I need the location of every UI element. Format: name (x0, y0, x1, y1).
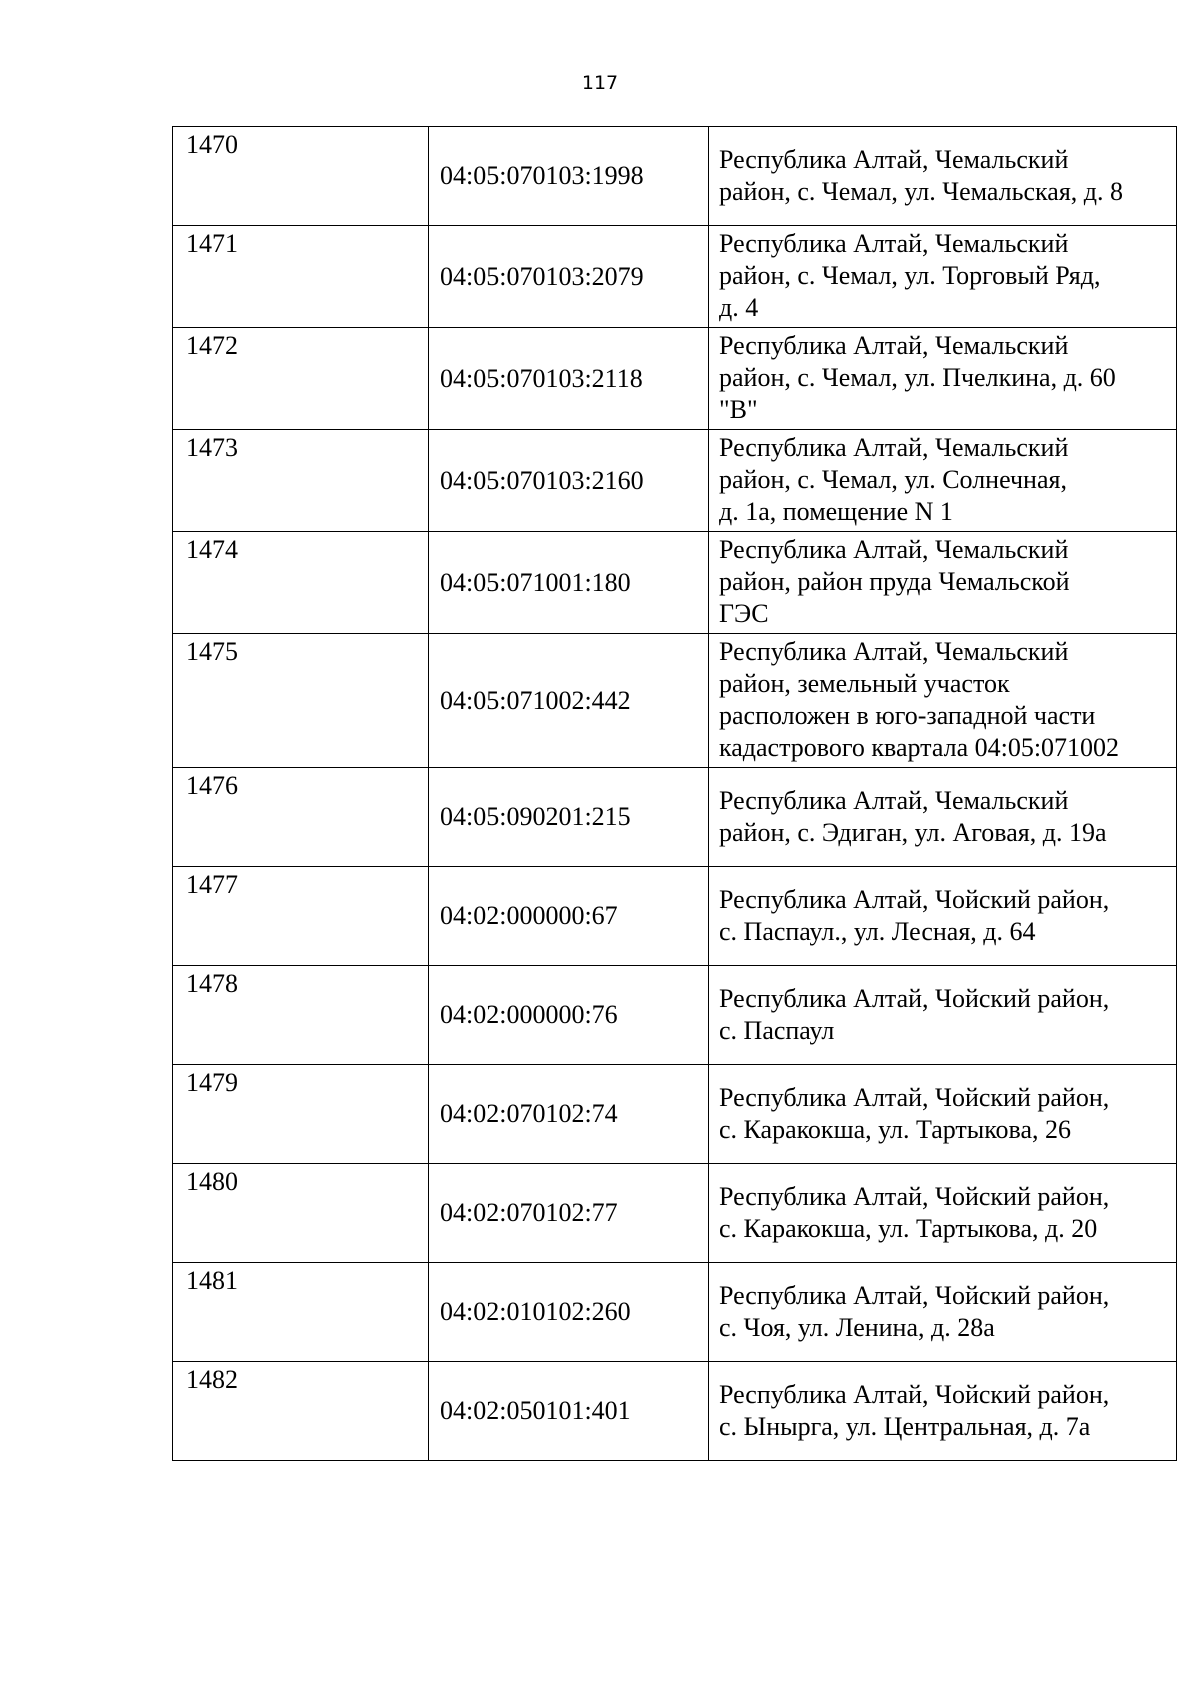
cadastral-number-cell: 04:02:070102:77 (429, 1164, 709, 1263)
address-line: Республика Алтай, Чойский район, (719, 1082, 1110, 1112)
row-number-cell: 1471 (173, 226, 429, 328)
table-row (173, 1164, 1177, 1263)
row-number-cell: 1478 (173, 966, 429, 1065)
cadastral-number-cell: 04:02:000000:67 (429, 867, 709, 966)
row-number-cell: 1476 (173, 768, 429, 867)
table-row (173, 768, 1177, 867)
address-cell (709, 1263, 1177, 1362)
cadastral-number-cell: 04:02:070102:74 (429, 1065, 709, 1164)
address-line: Республика Алтай, Чемальский (719, 331, 1069, 360)
table-row (173, 127, 1177, 226)
address-line: Республика Алтай, Чемальский (719, 785, 1069, 815)
address-cell (709, 328, 1177, 430)
address-line: Республика Алтай, Чойский район, (719, 983, 1110, 1013)
table-row (173, 1362, 1177, 1461)
address-line: д. 4 (719, 293, 759, 322)
cadastral-number-cell: 04:05:070103:1998 (429, 127, 709, 226)
address-cell (709, 1164, 1177, 1263)
cadastral-number-cell: 04:05:090201:215 (429, 768, 709, 867)
address-cell (709, 966, 1177, 1065)
address-line: Республика Алтай, Чемальский (719, 535, 1069, 564)
row-number-cell: 1475 (173, 634, 429, 768)
row-number-cell: 1482 (173, 1362, 429, 1461)
address-cell (709, 867, 1177, 966)
address-line: ГЭС (719, 599, 769, 628)
address-line: район, район пруда Чемальской (719, 567, 1070, 596)
table-row (173, 1065, 1177, 1164)
address-line: район, земельный участок (719, 669, 1010, 698)
cadastral-number-cell: 04:05:071001:180 (429, 532, 709, 634)
address-cell (709, 1065, 1177, 1164)
table-row (173, 532, 1177, 634)
cadastral-number-cell: 04:05:070103:2118 (429, 328, 709, 430)
address-line: Республика Алтай, Чемальский (719, 144, 1069, 174)
page-number: 117 (581, 72, 619, 94)
address-line: с. Чоя, ул. Ленина, д. 28а (719, 1312, 995, 1342)
address-line: расположен в юго-западной части (719, 701, 1096, 730)
row-number-cell: 1481 (173, 1263, 429, 1362)
address-line: с. Паспаул., ул. Лесная, д. 64 (719, 916, 1036, 946)
address-line: Республика Алтай, Чойский район, (719, 1280, 1110, 1310)
address-cell (709, 1362, 1177, 1461)
address-line: Республика Алтай, Чемальский (719, 229, 1069, 258)
row-number-cell: 1480 (173, 1164, 429, 1263)
cadastral-number-cell: 04:05:070103:2079 (429, 226, 709, 328)
address-line: с. Каракокша, ул. Тартыкова, д. 20 (719, 1213, 1098, 1243)
address-line: кадастрового квартала 04:05:071002 (719, 733, 1120, 762)
address-cell (709, 226, 1177, 328)
row-number-cell: 1477 (173, 867, 429, 966)
row-number-cell: 1472 (173, 328, 429, 430)
registry-table (172, 126, 1177, 1461)
address-line: Республика Алтай, Чойский район, (719, 1379, 1110, 1409)
row-number-cell: 1470 (173, 127, 429, 226)
address-line: район, с. Чемал, ул. Чемальская, д. 8 (719, 176, 1124, 206)
address-line: Республика Алтай, Чемальский (719, 637, 1069, 666)
address-line: Республика Алтай, Чемальский (719, 433, 1069, 462)
row-number-cell: 1473 (173, 430, 429, 532)
cadastral-number-cell: 04:02:000000:76 (429, 966, 709, 1065)
address-line: "В" (719, 395, 758, 424)
table-row (173, 634, 1177, 768)
table-row (173, 328, 1177, 430)
address-cell (709, 768, 1177, 867)
row-number-cell: 1474 (173, 532, 429, 634)
address-line: д. 1а, помещение N 1 (719, 497, 953, 526)
table-row (173, 867, 1177, 966)
address-line: Республика Алтай, Чойский район, (719, 884, 1110, 914)
address-line: район, с. Чемал, ул. Солнечная, (719, 465, 1067, 494)
cadastral-number-cell: 04:02:010102:260 (429, 1263, 709, 1362)
cadastral-number-cell: 04:02:050101:401 (429, 1362, 709, 1461)
row-number-cell: 1479 (173, 1065, 429, 1164)
address-line: район, с. Эдиган, ул. Аговая, д. 19а (719, 817, 1107, 847)
address-line: Республика Алтай, Чойский район, (719, 1181, 1110, 1211)
table-row (173, 430, 1177, 532)
address-line: с. Каракокша, ул. Тартыкова, 26 (719, 1114, 1072, 1144)
address-line: с. Ынырга, ул. Центральная, д. 7а (719, 1411, 1091, 1441)
address-cell (709, 430, 1177, 532)
table-row (173, 226, 1177, 328)
address-line: район, с. Чемал, ул. Торговый Ряд, (719, 261, 1101, 290)
address-cell (709, 634, 1177, 768)
table-row (173, 966, 1177, 1065)
table-row (173, 1263, 1177, 1362)
address-cell (709, 532, 1177, 634)
address-line: район, с. Чемал, ул. Пчелкина, д. 60 (719, 363, 1116, 392)
cadastral-number-cell: 04:05:070103:2160 (429, 430, 709, 532)
address-line: с. Паспаул (719, 1015, 835, 1045)
cadastral-number-cell: 04:05:071002:442 (429, 634, 709, 768)
registry-table-body (173, 127, 1177, 1461)
address-cell (709, 127, 1177, 226)
